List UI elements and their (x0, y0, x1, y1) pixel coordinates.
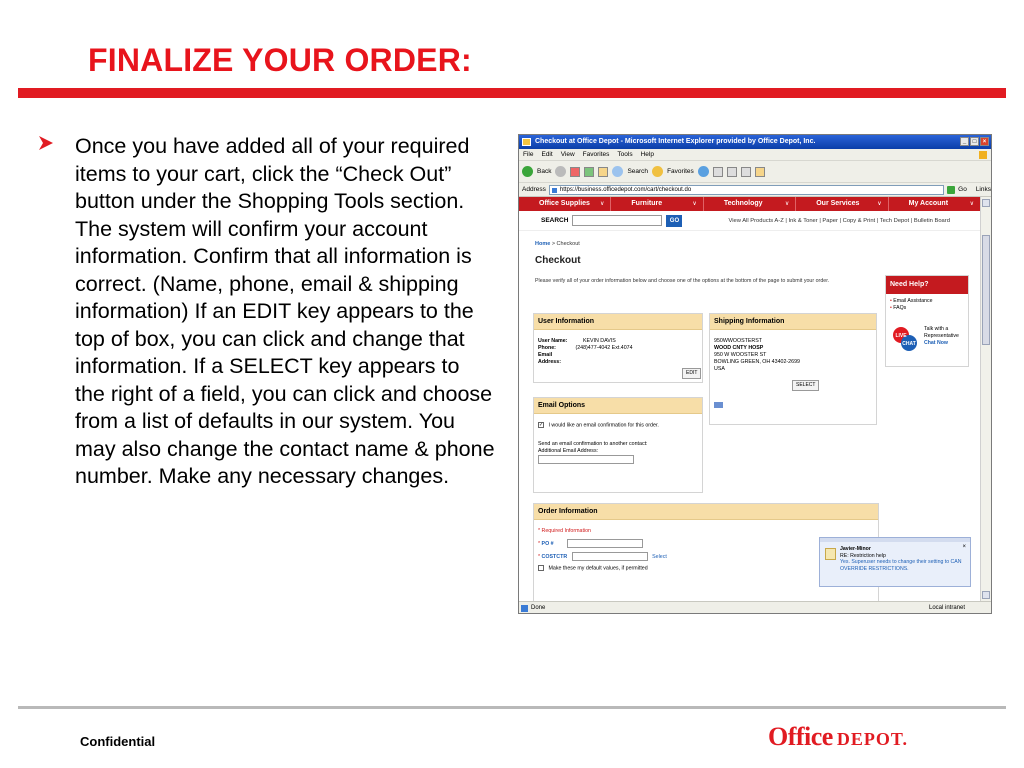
truck-icon (714, 402, 723, 408)
favorites-button-label[interactable]: Favorites (667, 168, 694, 175)
browser-screenshot (518, 134, 992, 614)
search-row (519, 211, 981, 231)
history-icon[interactable] (698, 166, 709, 177)
breadcrumb (535, 241, 981, 247)
email-options-body (534, 414, 702, 468)
close-icon[interactable]: × (980, 137, 989, 146)
email-label: Email (538, 352, 553, 358)
address-bar (519, 183, 991, 197)
shipping-select-button[interactable]: SELECT (792, 380, 819, 391)
address-label-user: Address: (538, 359, 561, 365)
phone-value: (248)477-4042 Ext.4074 (575, 345, 633, 351)
stop-icon[interactable] (570, 167, 580, 177)
envelope-icon (825, 548, 836, 560)
menu-file[interactable]: File (523, 151, 534, 158)
popup-from: Javier-Minor (840, 546, 871, 552)
search-icon[interactable] (612, 166, 623, 177)
page-done-icon (521, 605, 528, 612)
browser-toolbar (519, 161, 991, 183)
bullet-text: Once you have added all of your required items to your cart, click the “Check Out” button under the Shopping Tools section. The system will confirm your account information. Confirm that all information is correct. (Name, phone, email & shipping information) If an EDIT key appears to the top of box, you can click and change that information. If a SELECT key appears to the right of a field, you can click and choose from a list of defaults in our system. You may also change the contact name & phone number. Make any necessary changes. (75, 134, 495, 488)
status-bar (519, 601, 991, 614)
page-scrollbar[interactable] (980, 197, 991, 601)
search-label: SEARCH (541, 217, 569, 224)
shipping-body (710, 330, 876, 388)
email-options-box (533, 397, 703, 493)
user-info-body (534, 330, 702, 376)
breadcrumb-home[interactable]: Home (535, 241, 551, 247)
email-options-header: Email Options (534, 398, 702, 414)
web-page (519, 197, 981, 601)
scroll-down-icon[interactable] (982, 591, 990, 599)
browser-title-bar (519, 135, 991, 149)
windows-flag-icon (979, 151, 987, 159)
shipping-line: 950 W WOOSTER ST (714, 352, 767, 358)
browser-menu-bar (519, 149, 991, 161)
popup-close-icon[interactable]: × (962, 544, 966, 550)
back-icon[interactable] (522, 166, 533, 177)
costctr-label: COSTCTR (541, 553, 568, 560)
live-chat-icon[interactable] (892, 326, 918, 352)
minimize-icon[interactable]: _ (960, 137, 969, 146)
refresh-icon[interactable] (584, 167, 594, 177)
shipping-line: USA (714, 366, 725, 372)
search-go-button[interactable]: GO (666, 215, 682, 227)
default-values-checkbox[interactable] (538, 565, 544, 571)
po-input[interactable] (567, 539, 643, 548)
address-label: Address (522, 186, 546, 193)
popup-subject: RE: Restriction help (840, 552, 886, 559)
nav-our-services[interactable]: Our Services ∨ (796, 197, 888, 211)
need-help-box (885, 275, 969, 367)
shipping-header: Shipping Information (710, 314, 876, 330)
required-note: * Required Information (538, 528, 591, 534)
back-button-label[interactable]: Back (537, 168, 552, 175)
scroll-up-icon[interactable] (982, 199, 990, 207)
popup-body: Yes. Superuser needs to change their setting to CAN OVERRIDE RESTRICTIONS. (840, 559, 962, 572)
menu-help[interactable]: Help (640, 151, 654, 158)
user-name-value: KEVIN DAVIS (582, 338, 616, 344)
home-icon[interactable] (598, 167, 608, 177)
menu-tools[interactable]: Tools (617, 151, 633, 158)
faqs-link[interactable]: FAQs (893, 305, 907, 311)
send-other-label: Send an email confirmation to another contact: (538, 441, 648, 448)
nav-office-supplies[interactable]: Office Supplies ∨ (519, 197, 611, 211)
go-button[interactable]: Go (958, 186, 967, 193)
footer-divider (18, 706, 1006, 709)
maximize-icon[interactable]: □ (970, 137, 979, 146)
additional-email-input[interactable] (538, 455, 634, 464)
zone-text: Local intranet (929, 605, 966, 611)
status-text: Done (531, 605, 546, 611)
email-confirmation-checkbox[interactable]: ✓ (539, 422, 544, 428)
live-label: LIVE (895, 333, 907, 339)
edit-page-icon[interactable] (741, 167, 751, 177)
phone-label: Phone: (538, 345, 556, 351)
go-icon[interactable] (947, 186, 955, 194)
nav-my-account[interactable]: My Account ∨ (889, 197, 981, 211)
shipping-line: BOWLING GREEN, OH 43402-2699 (714, 359, 800, 365)
nav-technology[interactable]: Technology ∨ (704, 197, 796, 211)
costctr-input[interactable] (572, 552, 648, 561)
office-depot-logo (768, 722, 958, 752)
message-notification[interactable] (819, 537, 971, 587)
menu-edit[interactable]: Edit (541, 151, 553, 158)
chat-now-link[interactable]: Chat Now (924, 340, 948, 346)
po-label: PO # (541, 540, 554, 547)
address-input[interactable]: https://business.officedepot.com/cart/checkout.do (549, 185, 944, 195)
user-info-header: User Information (534, 314, 702, 330)
favorites-icon[interactable] (652, 166, 663, 177)
quick-links[interactable]: View All Products A-Z | Ink & Toner | Paper | Copy & Print | Tech Depot | Bulletin Board (728, 217, 950, 224)
page-intro: Please verify all of your order information below and choose one of the options at the bottom of the page to submit your order. (535, 278, 830, 284)
folder-icon[interactable] (755, 167, 765, 177)
print-icon[interactable] (727, 167, 737, 177)
logo-office: Office (768, 722, 833, 751)
need-help-body: • Email Assistance • FAQs (890, 298, 933, 311)
costctr-select-link[interactable]: Select (652, 553, 667, 560)
email-assistance-link[interactable]: Email Assistance (893, 298, 933, 304)
popup-text (840, 546, 966, 572)
edit-button[interactable]: EDIT (682, 368, 701, 379)
chat-text (924, 326, 968, 347)
logo-depot: DEPOT. (836, 729, 909, 749)
slide-title: FINALIZE YOUR ORDER: (88, 42, 472, 78)
breadcrumb-current: > Checkout (551, 241, 580, 247)
scroll-thumb[interactable] (982, 235, 990, 345)
menu-view[interactable]: View (560, 151, 575, 158)
search-button-label[interactable]: Search (627, 168, 649, 175)
order-info-body: * Required Information * PO # * COSTCTR Select Make these my default values, if permitted (534, 520, 878, 576)
additional-email-label: Additional Email Address: (538, 448, 599, 455)
page-title: Checkout (535, 255, 581, 266)
shipping-line: 950WWOOSTERST (714, 338, 762, 344)
chat-label: CHAT (902, 341, 916, 347)
shipping-line: WOOD CNTY HOSP (714, 345, 764, 351)
window-controls (960, 137, 989, 146)
user-information-box (533, 313, 703, 383)
site-nav (519, 197, 981, 211)
links-button[interactable]: Links (975, 186, 991, 193)
default-values-label: Make these my default values, if permitted (548, 565, 648, 572)
user-name-label: User Name: (538, 338, 568, 344)
arrow-bullet-icon (38, 135, 54, 151)
popup-grip (820, 538, 970, 542)
mail-icon[interactable] (713, 167, 723, 177)
order-info-header: Order Information (534, 504, 878, 520)
nav-furniture[interactable]: Furniture ∨ (611, 197, 703, 211)
browser-title: Checkout at Office Depot - Microsoft Internet Explorer provided by Office Depot, Inc. (535, 138, 816, 145)
footer-confidential: Confidential (80, 734, 156, 749)
title-divider (18, 88, 1006, 98)
search-input[interactable] (572, 215, 662, 226)
need-help-header: Need Help? (886, 276, 968, 294)
window-icon (522, 138, 531, 146)
shipping-information-box (709, 313, 877, 425)
menu-favorites[interactable]: Favorites (582, 151, 610, 158)
email-confirmation-label: I would like an email confirmation for this order. (548, 422, 659, 429)
forward-icon[interactable] (555, 166, 566, 177)
talk-representative: Talk with a Representative (924, 326, 959, 339)
